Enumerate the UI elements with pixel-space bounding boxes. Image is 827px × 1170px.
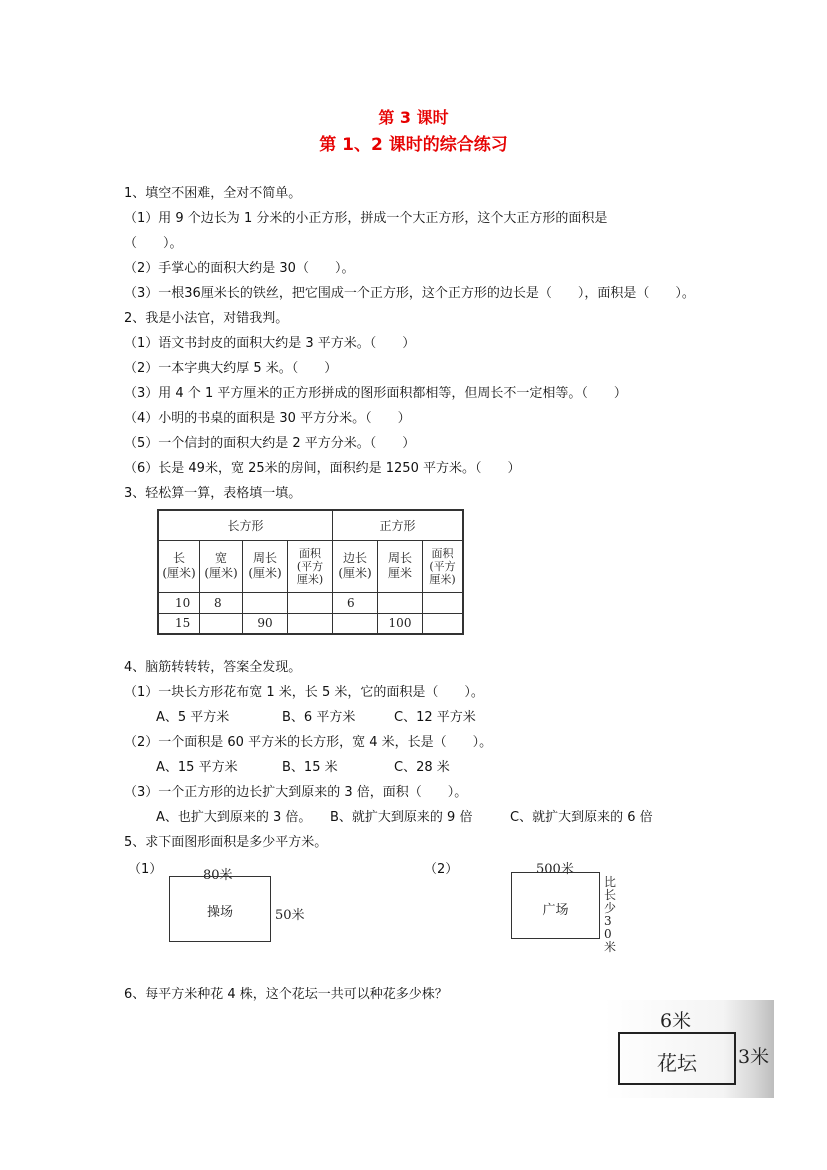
- q2-item: （6）长是 49米，宽 25米的房间，面积约是 1250 平方米。（ ）: [124, 461, 521, 476]
- option-a[interactable]: A、15 平方米: [156, 760, 238, 775]
- col-width: 宽 (厘米): [200, 540, 243, 592]
- q2-heading: 2、我是小法官，对错我判。: [124, 311, 289, 326]
- q4-item2: （2）一个面积是 60 平方米的长方形，宽 4 米，长是（ ）。: [124, 735, 493, 750]
- q1-item1-line1: （1）用 9 个边长为 1 分米的小正方形，拼成一个大正方形，这个大正方形的面积是: [124, 211, 608, 226]
- lesson-subtitle: 第 1、2 课时的综合练习: [319, 135, 508, 155]
- option-c[interactable]: C、28 米: [394, 760, 450, 775]
- option-a[interactable]: A、也扩大到原来的 3 倍。: [156, 810, 312, 825]
- q1-heading: 1、填空不困难，全对不简单。: [124, 186, 302, 201]
- rect-square-table: [157, 509, 464, 635]
- col-area-square: 面积 (平方 厘米): [423, 540, 464, 592]
- fig1-center-label: 操场: [206, 905, 233, 920]
- table-cell[interactable]: 15: [158, 613, 200, 634]
- col-perimeter-square: 周长 厘米: [378, 540, 423, 592]
- fig2-number: （2）: [424, 862, 459, 877]
- table-cell[interactable]: [288, 613, 333, 634]
- option-b[interactable]: B、6 平方米: [282, 710, 356, 725]
- fig1-top-label: 80米: [203, 868, 233, 883]
- option-b[interactable]: B、就扩大到原来的 9 倍: [330, 810, 473, 825]
- q4-item1: （1）一块长方形花布宽 1 米，长 5 米，它的面积是（ ）。: [124, 685, 484, 700]
- lesson-title: 第 3 课时: [378, 108, 449, 127]
- q5-heading: 5、求下面图形面积是多少平方米。: [124, 835, 328, 850]
- fig2-top-label: 500米: [536, 862, 574, 877]
- square-plaza-rect: [511, 872, 600, 939]
- q4-heading: 4、脑筋转转转，答案全发现。: [124, 660, 302, 675]
- q4-item3: （3）一个正方形的边长扩大到原来的 3 倍，面积（ ）。: [124, 785, 468, 800]
- fig1-number: （1）: [128, 862, 163, 877]
- playground-rect: [169, 876, 271, 942]
- table-cell[interactable]: [333, 613, 378, 634]
- table-cell[interactable]: [243, 592, 288, 613]
- q2-item: （1）语文书封皮的面积大约是 3 平方米。（ ）: [124, 336, 416, 351]
- q2-item: （2）一本字典大约厚 5 米。（ ）: [124, 361, 338, 376]
- table-cell[interactable]: 6: [333, 592, 378, 613]
- fig2-center-label: 广场: [542, 903, 569, 918]
- option-a[interactable]: A、5 平方米: [156, 710, 230, 725]
- table-cell[interactable]: [288, 592, 333, 613]
- q2-item: （4）小明的书桌的面积是 30 平方分米。（ ）: [124, 411, 411, 426]
- table-group-square: 正方形: [333, 510, 464, 540]
- table-cell[interactable]: 90: [243, 613, 288, 634]
- option-c[interactable]: C、12 平方米: [394, 710, 476, 725]
- table-cell[interactable]: [423, 592, 464, 613]
- option-c[interactable]: C、就扩大到原来的 6 倍: [510, 810, 653, 825]
- table-group-rect: 长方形: [158, 510, 333, 540]
- flowerbed-figure: [604, 1000, 774, 1098]
- flowerbed-rect: [618, 1032, 736, 1085]
- q3-heading: 3、轻松算一算，表格填一填。: [124, 486, 302, 501]
- fig2-side-label: 比长少30米: [604, 875, 617, 954]
- q2-item: （5）一个信封的面积大约是 2 平方分米。（ ）: [124, 436, 416, 451]
- col-length: 长 (厘米): [158, 540, 200, 592]
- col-perimeter: 周长 (厘米): [243, 540, 288, 592]
- q1-item3: （3）一根36厘米长的铁丝，把它围成一个正方形，这个正方形的边长是（ ），面积是（ ）。: [124, 286, 695, 301]
- col-side: 边长 (厘米): [333, 540, 378, 592]
- flowerbed-center-label: 花坛: [657, 1051, 697, 1075]
- q1-item1-line2: （ ）。: [124, 236, 183, 251]
- q1-item2: （2）手掌心的面积大约是 30（ ）。: [124, 261, 355, 276]
- option-b[interactable]: B、15 米: [282, 760, 338, 775]
- q6-heading: 6、每平方米种花 4 株，这个花坛一共可以种花多少株？: [124, 987, 448, 1002]
- table-cell[interactable]: 100: [378, 613, 423, 634]
- table-cell[interactable]: [423, 613, 464, 634]
- q2-item: （3）用 4 个 1 平方厘米的正方形拼成的图形面积都相等，但周长不一定相等。（ ）: [124, 386, 627, 401]
- table-cell[interactable]: [200, 613, 243, 634]
- table-cell[interactable]: 10: [158, 592, 200, 613]
- flowerbed-side-label: 3米: [738, 1046, 770, 1068]
- col-area: 面积 (平方 厘米): [288, 540, 333, 592]
- flowerbed-top-label: 6米: [660, 1010, 692, 1032]
- table-cell[interactable]: [378, 592, 423, 613]
- fig1-side-label: 50米: [275, 908, 305, 923]
- table-cell[interactable]: 8: [200, 592, 243, 613]
